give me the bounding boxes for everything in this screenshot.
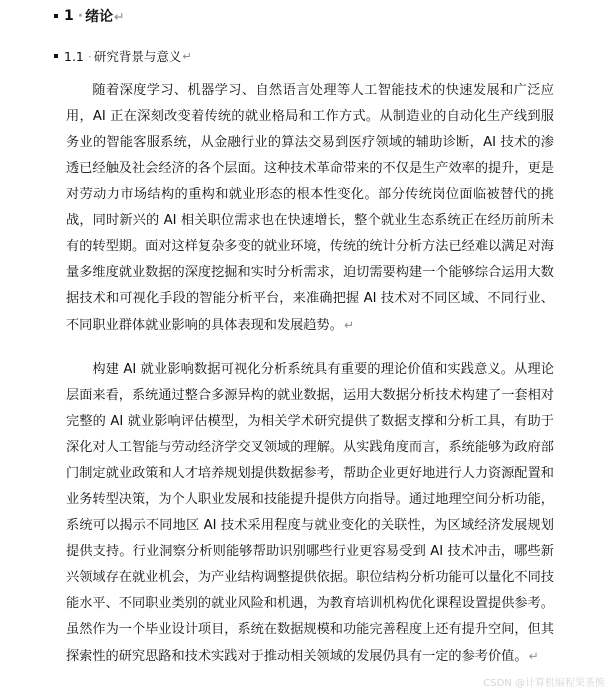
heading-level-1 bbox=[54, 6, 125, 26]
body-paragraph bbox=[66, 357, 554, 670]
paragraph-mark-icon: ↵ bbox=[528, 649, 539, 663]
heading-level-2 bbox=[54, 47, 192, 65]
paragraph-mark-icon: ↵ bbox=[343, 318, 354, 332]
heading-separator: · bbox=[77, 8, 84, 24]
watermark: CSDN @计算机编程果茶熊 bbox=[483, 678, 605, 689]
paragraph-text: 随着深度学习、机器学习、自然语言处理等人工智能技术的快速发展和广泛应用，AI 正在深刻改变着传统的就业格局和工作方式。从制造业的自动化生产线到服务业的智能客服系统，从金融行业的算法交易到医疗领域的辅助诊断，AI 技术的渗透已经触及社会经济的各个层面。这种技术革命带来的不仅是生产效率的提升，更是对劳动力市场结构的重构和就业形态的根本性变化。部分传统岗位面临被替代的挑战，同时新兴的 AI 相关职位需求也在快速增长，整个就业生态系统正在经历前所未有的转型期。面对这样复杂多变的就业环境，传统的统计分析方法已经难以满足对海量多维度就业数据的深度挖掘和实时分析需求，迫切需要构建一个能够综合运用大数据技术和可视化手段的智能分析平台，来准确把握 AI 技术对不同区域、不同行业、不同职业群体就业影响的具体表现和发展趋势。 bbox=[66, 83, 554, 333]
heading-separator: · bbox=[87, 48, 92, 64]
paragraph-mark-icon: ↵ bbox=[114, 8, 125, 24]
paragraph-mark-icon: ↵ bbox=[182, 49, 192, 63]
body-paragraph bbox=[66, 78, 554, 339]
heading-bullet bbox=[54, 14, 58, 18]
heading-title: 研究背景与意义 bbox=[93, 49, 182, 64]
heading-number: 1.1 bbox=[64, 48, 84, 64]
heading-number: 1 bbox=[64, 8, 74, 24]
heading-bullet bbox=[54, 54, 58, 58]
paragraph-text: 构建 AI 就业影响数据可视化分析系统具有重要的理论价值和实践意义。从理论层面来看，系统通过整合多源异构的就业数据，运用大数据分析技术构建了一套相对完整的 AI 就业影响评估模型，为相关学术研究提供了数据支撑和分析工具，有助于深化对人工智能与劳动经济学交叉领域的理解。从实践角度而言，系统能够为政府部门制定就业政策和人才培养规划提供数据参考，帮助企业更好地进行人力资源配置和业务转型决策，为个人职业发展和技能提升提供方向指导。通过地理空间分析功能，系统可以揭示不同地区 AI 技术采用程度与就业变化的关联性，为区域经济发展规划提供支持。行业洞察分析则能够帮助识别哪些行业更容易受到 AI 技术冲击，哪些新兴领域存在就业机会，为产业结构调整提供依据。职位结构分析功能可以量化不同技能水平、不同职业类别的就业风险和机遇，为教育培训机构优化课程设置提供参考。虽然作为一个毕业设计项目，系统在数据规模和功能完善程度上还有提升空间，但其探索性的研究思路和技术实践对于推动相关领域的发展仍具有一定的参考价值。 bbox=[66, 362, 554, 664]
heading-title: 绪论 bbox=[85, 9, 114, 25]
